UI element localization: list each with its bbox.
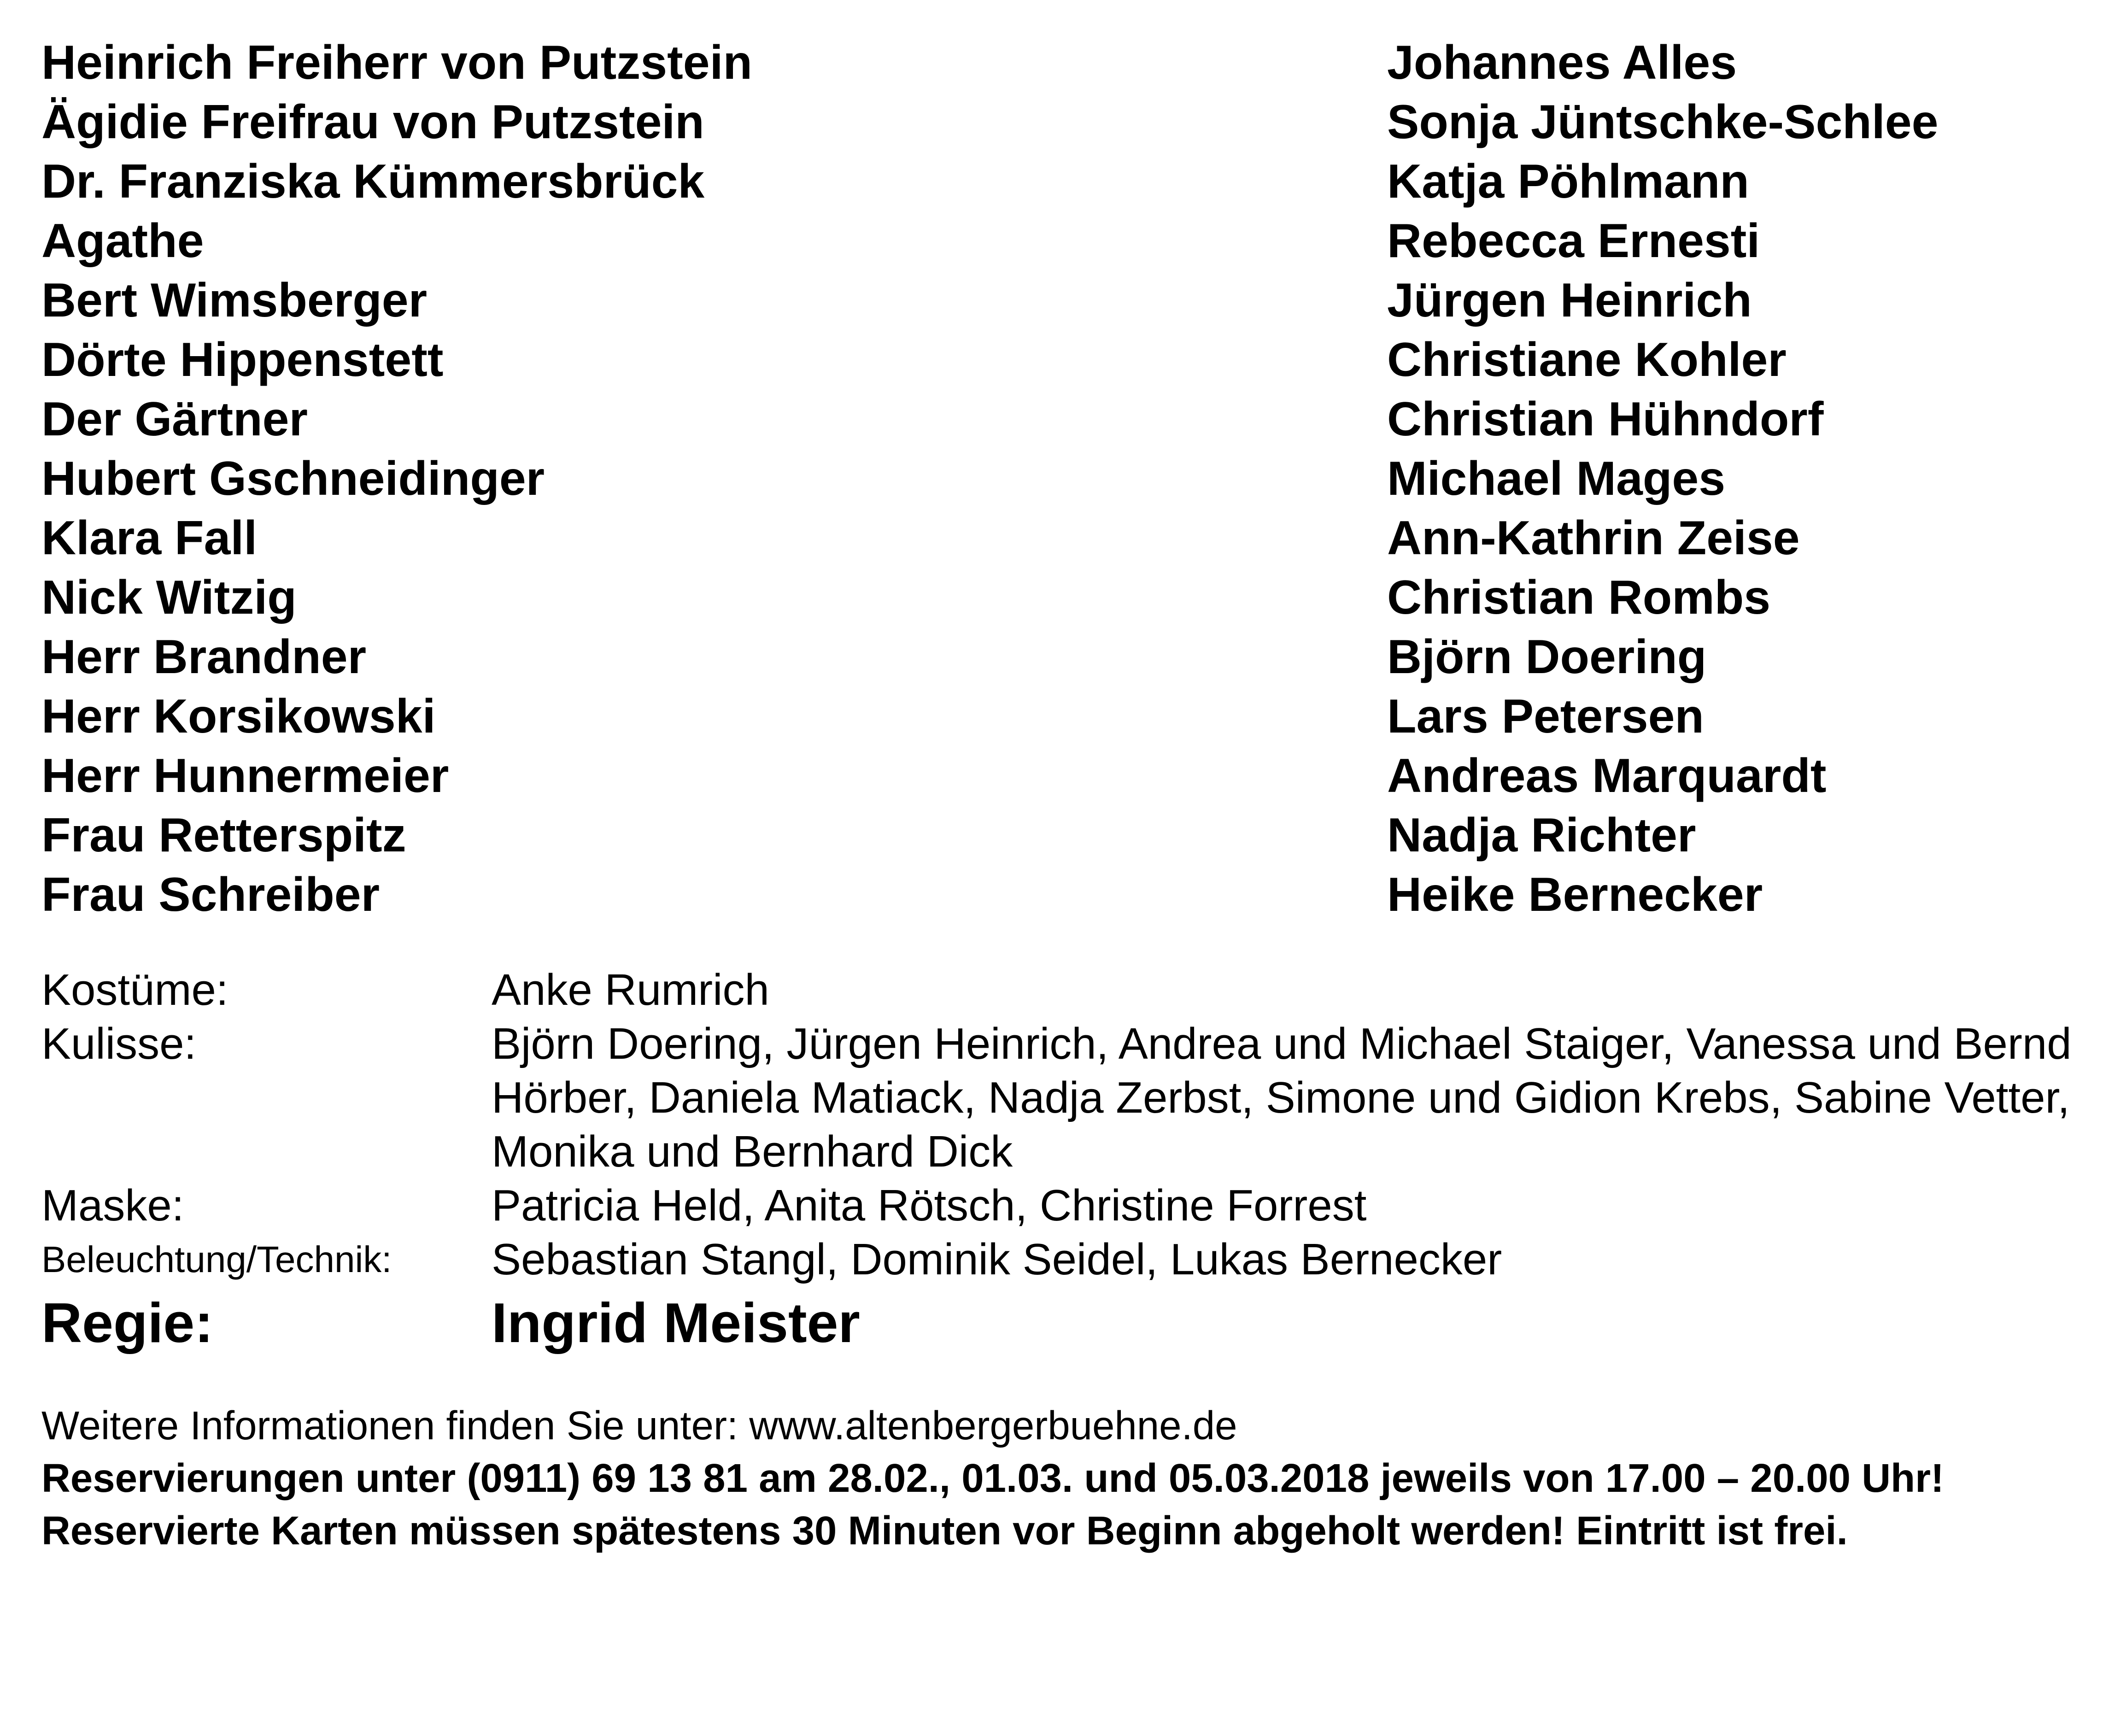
cast-row	[41, 568, 2068, 628]
cast-actor: Ann-Kathrin Zeise	[1387, 511, 1800, 565]
cast-actor: Christiane Kohler	[1387, 333, 1787, 387]
crew-value-lighting: Sebastian Stangl, Dominik Seidel, Lukas Bernecker	[492, 1235, 1502, 1284]
cast-role: Herr Korsikowski	[41, 690, 436, 743]
crew-label-scenery: Kulisse:	[41, 1019, 197, 1068]
crew-row-scenery	[41, 1017, 2072, 1179]
cast-role: Herr Hunnermeier	[41, 749, 449, 803]
cast-actor: Michael Mages	[1387, 452, 1726, 505]
cast-row	[41, 211, 2068, 271]
cast-row	[41, 746, 2068, 806]
cast-actor: Nadja Richter	[1387, 809, 1696, 862]
crew-row-lighting	[41, 1232, 2068, 1286]
cast-actor: Sonja Jüntschke-Schlee	[1387, 95, 1939, 149]
cast-role: Klara Fall	[41, 511, 258, 565]
cast-row	[41, 687, 2068, 746]
cast-role: Heinrich Freiherr von Putzstein	[41, 36, 752, 89]
crew-value-costumes: Anke Rumrich	[492, 965, 769, 1015]
cast-role: Dr. Franziska Kümmersbrück	[41, 155, 705, 208]
cast-role: Frau Retterspitz	[41, 809, 406, 862]
crew-row-direction	[41, 1288, 2068, 1357]
crew-list	[41, 963, 2072, 1357]
cast-role: Frau Schreiber	[41, 868, 380, 921]
crew-row-costumes	[41, 963, 2068, 1017]
cast-row	[41, 271, 2068, 330]
crew-value-scenery: Björn Doering, Jürgen Heinrich, Andrea und Michael Staiger, Vanessa und Bernd Hörber, Daniela Matiack, Nadja Zerbst, Simone und Gidion Krebs, Sabine Vetter, Monika und Bernhard Dick	[492, 1019, 2072, 1176]
crew-label-makeup: Maske:	[41, 1181, 184, 1230]
cast-role: Ägidie Freifrau von Putzstein	[41, 95, 704, 149]
cast-role: Dörte Hippenstett	[41, 333, 444, 387]
cast-row	[41, 509, 2068, 568]
cast-row	[41, 628, 2068, 687]
crew-value-makeup: Patricia Held, Anita Rötsch, Christine Forrest	[492, 1181, 1367, 1230]
cast-actor: Heike Bernecker	[1387, 868, 1763, 921]
crew-label-direction: Regie:	[41, 1291, 213, 1354]
cast-row	[41, 449, 2068, 509]
cast-actor: Christian Hühndorf	[1387, 393, 1824, 446]
cast-actor: Katja Pöhlmann	[1387, 155, 1749, 208]
cast-actor: Jürgen Heinrich	[1387, 274, 1752, 327]
cast-actor: Christian Rombs	[1387, 571, 1771, 624]
cast-row	[41, 33, 2068, 93]
cast-row	[41, 806, 2068, 865]
cast-row	[41, 93, 2068, 152]
cast-role: Herr Brandner	[41, 630, 367, 684]
cast-row	[41, 330, 2068, 390]
cast-row	[41, 152, 2068, 211]
cast-role: Der Gärtner	[41, 393, 308, 446]
footer-info	[41, 1400, 2078, 1557]
crew-value-direction: Ingrid Meister	[492, 1291, 860, 1354]
cast-list	[41, 33, 2068, 925]
crew-label-costumes: Kostüme:	[41, 965, 228, 1015]
cast-role: Bert Wimsberger	[41, 274, 428, 327]
cast-row	[41, 865, 2068, 925]
cast-role: Hubert Gschneidinger	[41, 452, 545, 505]
cast-row	[41, 390, 2068, 449]
reservation-line: Reservierungen unter (0911) 69 13 81 am 28.02., 01.03. und 05.03.2018 jeweils von 17.00 – 20.00 Uhr!	[41, 1456, 1944, 1501]
cast-actor: Björn Doering	[1387, 630, 1707, 684]
crew-label-lighting: Beleuchtung/Technik:	[41, 1239, 392, 1280]
pickup-line: Reservierte Karten müssen spätestens 30 Minuten vor Beginn abgeholt werden! Eintritt ist frei.	[41, 1508, 1848, 1553]
cast-actor: Lars Petersen	[1387, 690, 1704, 743]
cast-role: Agathe	[41, 214, 204, 268]
info-line: Weitere Informationen finden Sie unter: www.altenbergerbuehne.de	[41, 1403, 1237, 1448]
cast-actor: Johannes Alles	[1387, 36, 1737, 89]
crew-row-makeup	[41, 1179, 2068, 1232]
cast-role: Nick Witzig	[41, 571, 297, 624]
cast-actor: Rebecca Ernesti	[1387, 214, 1760, 268]
cast-actor: Andreas Marquardt	[1387, 749, 1827, 803]
